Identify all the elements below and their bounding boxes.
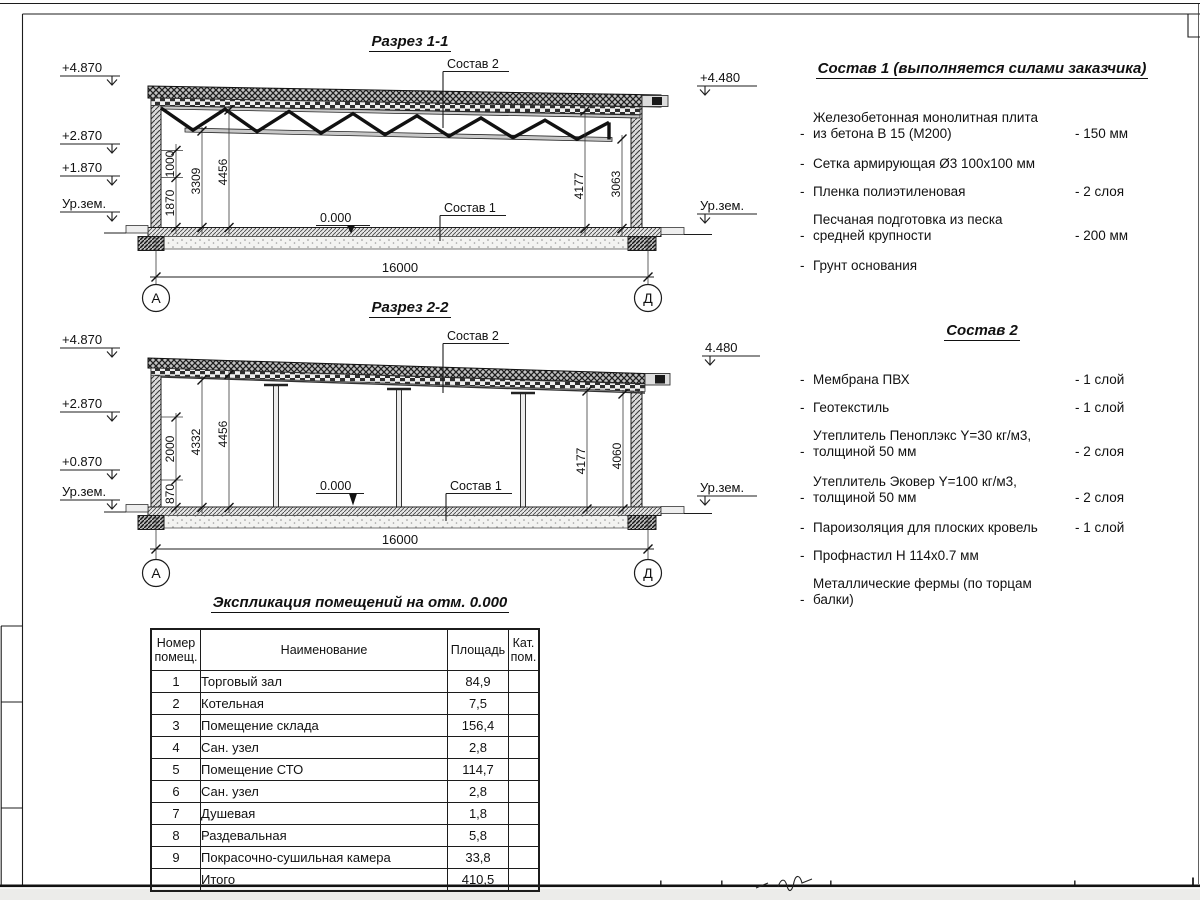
sostav1-label: Состав 1 [444,201,496,215]
sand-layer [163,516,645,529]
table-cell [509,803,540,825]
table-cell: Раздевальная [201,825,448,847]
sostav2-label: Состав 2 [447,329,499,343]
span-dim-text: 16000 [381,532,419,547]
table-cell: Торговый зал [201,671,448,693]
section-1-1 [60,57,757,312]
table-row [151,781,539,803]
material-quantity: - 2 слоя [1075,184,1125,199]
material-item [800,520,1164,536]
material-item [800,184,1164,200]
sostav2-items [800,372,1164,608]
table-cell: 5 [151,759,201,781]
elevation-label: 4.480 [705,340,738,355]
table-cell: 33,8 [448,847,509,869]
ledge-left [126,505,148,513]
ground-level-label: Ур.зем. [700,198,745,213]
ground-level-label: Ур.зем. [700,480,745,495]
table-row [151,847,539,869]
material-quantity: - 2 слоя [1075,490,1125,505]
table-header-row [151,629,539,671]
material-name: Сетка армирующая Ø3 100х100 мм [813,156,1036,171]
wall-right [631,106,642,233]
table-cell [509,825,540,847]
item-dash: - [800,592,805,607]
table-cell [509,671,540,693]
zero-label: 0.000 [320,479,352,493]
sostav1-items [800,110,1164,274]
table-cell: Помещение склада [201,715,448,737]
material-quantity: - 200 мм [1075,228,1129,243]
ledge-right [661,507,684,514]
material-item [800,576,1164,608]
table-cell: 2 [151,693,201,715]
footing-left [138,237,164,251]
elevation-marks-left [60,332,120,509]
material-quantity: - 1 слой [1075,372,1125,387]
table-row [151,693,539,715]
item-dash: - [800,126,805,141]
ledge-left [126,226,148,234]
sostav2-block [800,322,1164,620]
axis-bubble-d: Д [643,290,653,306]
material-name: Утеплитель Эковер Y=100 кг/м3, толщиной 50 мм [813,474,1017,505]
table-cell [509,759,540,781]
table-cell: 114,7 [448,759,509,781]
item-dash: - [800,156,805,171]
axis-bubble-a: А [151,565,161,581]
material-name: Пленка полиэтиленовая [813,184,966,199]
axis-bubble-a: А [151,290,161,306]
material-name: Металлические фермы (по торцам балки) [813,576,1032,607]
ground-level-label: Ур.зем. [62,484,107,499]
room-schedule-table [150,628,540,892]
table-cell: Итого [201,869,448,892]
item-dash: - [800,184,805,199]
table-cell: 8 [151,825,201,847]
table-cell: Помещение СТО [201,759,448,781]
material-quantity: - 1 слой [1075,400,1125,415]
table-header-cell: Номер помещ. [151,629,201,671]
roof-bracket-end [652,97,662,105]
table-cell: 6 [151,781,201,803]
section-2-2 [60,329,760,587]
table-cell [151,869,201,892]
elevation-marks-right [697,70,757,223]
dim-text: 4177 [572,172,586,200]
table-cell: Котельная [201,693,448,715]
elevation-label: +0.870 [62,454,103,469]
room-schedule [150,628,540,892]
table-cell: Покрасочно-сушильная камера [201,847,448,869]
item-dash: - [800,548,805,563]
ledge-right [661,228,684,235]
material-name: Профнастил Н 114х0.7 мм [813,548,979,563]
sostav2-title: Состав 2 [946,322,1018,339]
material-quantity: - 150 мм [1075,126,1129,141]
footing-left [138,516,164,530]
ground-level-label: Ур.зем. [62,196,107,211]
elevation-label: +4.480 [700,70,741,85]
material-item [800,212,1164,244]
axis-bubble-d: Д [643,565,653,581]
material-item [800,110,1164,142]
material-item [800,156,1164,172]
wall-right [631,390,642,508]
table-cell: Душевая [201,803,448,825]
sostav1-block [800,60,1164,286]
elevation-marks-left [60,60,120,221]
table-cell [509,737,540,759]
table-cell: 1 [151,671,201,693]
handwritten-mark [756,876,812,890]
table-cell: 9 [151,847,201,869]
table-cell: 5,8 [448,825,509,847]
material-item [800,428,1164,460]
item-dash: - [800,490,805,505]
item-dash: - [800,372,805,387]
footing-right [628,516,656,530]
wall-left [151,87,161,232]
table-header-cell: Кат. пом. [509,629,540,671]
material-item [800,372,1164,388]
dim-text: 4177 [574,447,588,475]
table-cell: 2,8 [448,781,509,803]
table-cell: 2,8 [448,737,509,759]
item-dash: - [800,444,805,459]
dim-text: 870 [163,483,177,505]
roof-bracket-end [655,375,665,384]
material-name: Мембрана ПВХ [813,372,910,387]
dimension-lines [161,370,628,514]
elevation-label: +2.870 [62,396,103,411]
item-dash: - [800,400,805,415]
table-cell: Сан. узел [201,781,448,803]
material-item [800,400,1164,416]
table-body [151,671,539,892]
bottom-line-ticks [660,878,1194,885]
table-cell: 1,8 [448,803,509,825]
sostav1-title: Состав 1 (выполняется силами заказчика) [817,60,1147,77]
material-quantity: - 1 слой [1075,520,1125,535]
item-dash: - [800,520,805,535]
table-cell: 156,4 [448,715,509,737]
zero-label: 0.000 [320,211,352,225]
sostav2-label: Состав 2 [447,57,499,71]
item-dash: - [800,258,805,273]
table-cell: 3 [151,715,201,737]
sostav1-label: Состав 1 [450,479,502,493]
dim-text: 2000 [163,435,177,463]
table-cell: 84,9 [448,671,509,693]
material-item [800,474,1164,506]
section-2-2-title: Разрез 2-2 [371,299,449,316]
table-row [151,715,539,737]
room-schedule-title: Экспликация помещений на отм. 0.000 [212,594,508,611]
elevation-label: +4.870 [62,60,103,75]
truss-bottom-chord [185,128,612,142]
material-quantity: - 2 слоя [1075,444,1125,459]
table-row [151,803,539,825]
table-row [151,825,539,847]
table-row [151,869,539,892]
elevation-marks-right [697,340,760,505]
table-row [151,671,539,693]
table-cell: 7,5 [448,693,509,715]
material-name: Геотекстиль [813,400,890,415]
material-name: Пароизоляция для плоских кровель [813,520,1038,535]
item-dash: - [800,228,805,243]
table-cell: 7 [151,803,201,825]
elevation-label: +1.870 [62,160,103,175]
material-name: Грунт основания [813,258,918,273]
sand-layer [163,237,645,250]
table-cell: 4 [151,737,201,759]
material-name: Утеплитель Пеноплэкс Y=30 кг/м3, толщиной 50 мм [813,428,1032,459]
table-cell: 410,5 [448,869,509,892]
table-cell [509,693,540,715]
dim-text: 3309 [189,167,203,195]
dim-text: 4332 [189,428,203,456]
wall-left [151,359,161,507]
material-name: Железобетонная монолитная плита из бетона В 15 (М200) [813,110,1039,141]
elevation-label: +2.870 [62,128,103,143]
material-item [800,258,1164,274]
dimension-lines [161,106,627,237]
dim-text: 4456 [216,420,230,448]
dim-text: 1870 [163,189,177,217]
table-cell [509,869,540,892]
table-row [151,737,539,759]
table-cell [509,715,540,737]
dim-text: 4060 [610,442,624,470]
material-name: Песчаная подготовка из песка средней крупности [813,212,1003,243]
table-header-cell: Площадь [448,629,509,671]
dim-text: 1000 [163,150,177,178]
dim-text: 4456 [216,158,230,186]
zero-level-mark [316,479,364,506]
table-header-cell: Наименование [201,629,448,671]
span-dim-text: 16000 [381,260,419,275]
section-1-1-title: Разрез 1-1 [371,33,449,50]
material-item [800,548,1164,564]
footing-right [628,237,656,251]
table-cell: Сан. узел [201,737,448,759]
table-cell [509,847,540,869]
elevation-label: +4.870 [62,332,103,347]
table-row [151,759,539,781]
dim-text: 3063 [609,170,623,198]
table-cell [509,781,540,803]
